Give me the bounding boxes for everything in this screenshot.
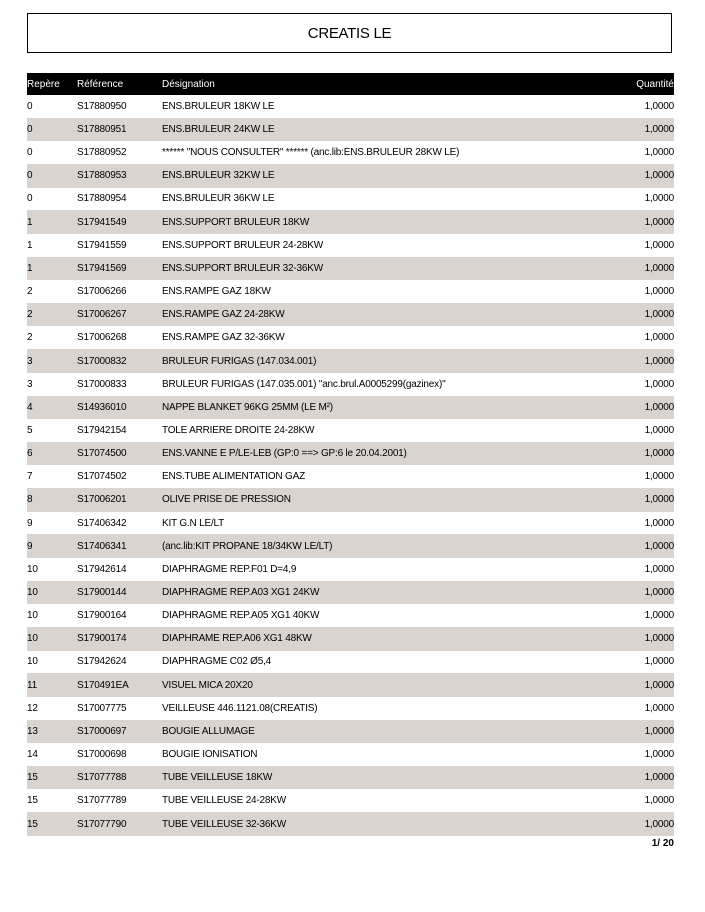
cell-quantite: 1,0000 [644, 679, 674, 691]
cell-reference: S17077789 [77, 795, 127, 807]
cell-designation: BOUGIE IONISATION [162, 749, 258, 761]
cell-designation: VEILLEUSE 446.1121.08(CREATIS) [162, 702, 318, 714]
cell-reference: S170491EA [77, 679, 129, 691]
cell-repere: 5 [27, 424, 33, 436]
cell-repere: 15 [27, 818, 38, 830]
cell-repere: 14 [27, 749, 38, 761]
cell-repere: 1 [27, 216, 33, 228]
cell-repere: 10 [27, 563, 38, 575]
cell-repere: 0 [27, 147, 33, 159]
cell-reference: S17880953 [77, 170, 127, 182]
table-row [27, 188, 674, 211]
cell-designation: ENS.RAMPE GAZ 24-28KW [162, 309, 285, 321]
table-row [27, 303, 674, 327]
cell-repere: 3 [27, 378, 33, 390]
header-quantite: Quantité [636, 78, 674, 90]
cell-repere: 10 [27, 610, 38, 622]
cell-designation: VISUEL MICA 20X20 [162, 679, 253, 691]
table-row [27, 141, 674, 164]
cell-quantite: 1,0000 [644, 378, 674, 390]
cell-designation: TUBE VEILLEUSE 24-28KW [162, 795, 286, 807]
cell-designation: TOLE ARRIERE DROITE 24-28KW [162, 424, 315, 436]
cell-reference: S17007775 [77, 702, 127, 714]
cell-designation: OLIVE PRISE DE PRESSION [162, 494, 291, 506]
cell-designation: ENS.SUPPORT BRULEUR 18KW [162, 216, 310, 228]
document-title-box [27, 13, 672, 53]
cell-designation: DIAPHRAGME REP.F01 D=4,9 [162, 563, 297, 575]
cell-quantite: 1,0000 [644, 656, 674, 668]
cell-quantite: 1,0000 [644, 702, 674, 714]
cell-designation: ENS.TUBE ALIMENTATION GAZ [162, 471, 305, 483]
cell-reference: S17900144 [77, 587, 127, 599]
cell-quantite: 1,0000 [644, 193, 674, 205]
table-row [27, 488, 674, 512]
cell-repere: 12 [27, 702, 38, 714]
cell-designation: DIAPHRAGME REP.A03 XG1 24KW [162, 587, 320, 599]
cell-repere: 0 [27, 170, 33, 182]
cell-quantite: 1,0000 [644, 100, 674, 112]
cell-repere: 8 [27, 494, 33, 506]
cell-reference: S17000833 [77, 378, 127, 390]
table-row [27, 164, 674, 188]
table-row [27, 651, 674, 674]
cell-quantite: 1,0000 [644, 124, 674, 136]
header-reference: Référence [77, 78, 124, 90]
cell-reference: S17006266 [77, 286, 127, 298]
table-row [27, 326, 674, 349]
cell-repere: 13 [27, 725, 38, 737]
cell-designation: ENS.RAMPE GAZ 32-36KW [162, 332, 285, 344]
parts-table [27, 73, 674, 836]
cell-repere: 2 [27, 286, 33, 298]
cell-quantite: 1,0000 [644, 239, 674, 251]
cell-reference: S17880950 [77, 100, 127, 112]
cell-repere: 9 [27, 517, 33, 529]
cell-reference: S17900164 [77, 610, 127, 622]
cell-designation: ENS.RAMPE GAZ 18KW [162, 286, 271, 298]
table-row [27, 604, 674, 627]
table-row [27, 442, 674, 466]
cell-quantite: 1,0000 [644, 424, 674, 436]
cell-repere: 3 [27, 355, 33, 367]
cell-repere: 15 [27, 795, 38, 807]
cell-reference: S17074500 [77, 448, 127, 460]
cell-repere: 0 [27, 100, 33, 112]
table-row [27, 419, 674, 442]
cell-repere: 7 [27, 471, 33, 483]
cell-quantite: 1,0000 [644, 772, 674, 784]
table-row [27, 673, 674, 697]
cell-designation: DIAPHRAGME C02 Ø5,4 [162, 656, 272, 668]
table-header [27, 73, 674, 95]
cell-designation: ENS.BRULEUR 32KW LE [162, 170, 275, 182]
cell-quantite: 1,0000 [644, 725, 674, 737]
cell-reference: S17880951 [77, 124, 127, 136]
table-row [27, 789, 674, 812]
table-row [27, 812, 674, 836]
cell-repere: 0 [27, 193, 33, 205]
cell-repere: 10 [27, 656, 38, 668]
cell-designation: BOUGIE ALLUMAGE [162, 725, 255, 737]
cell-designation: ****** "NOUS CONSULTER" ****** (anc.lib:ENS.BRULEUR 28KW LE) [162, 147, 460, 159]
cell-repere: 10 [27, 587, 38, 599]
table-row [27, 373, 674, 396]
cell-repere: 10 [27, 633, 38, 645]
cell-quantite: 1,0000 [644, 610, 674, 622]
cell-reference: S17077790 [77, 818, 127, 830]
table-row [27, 234, 674, 257]
cell-quantite: 1,0000 [644, 587, 674, 599]
cell-reference: S17941569 [77, 262, 127, 274]
cell-quantite: 1,0000 [644, 332, 674, 344]
cell-reference: S17880954 [77, 193, 127, 205]
cell-reference: S17942154 [77, 424, 127, 436]
cell-reference: S17000697 [77, 725, 127, 737]
cell-reference: S17942614 [77, 563, 127, 575]
cell-designation: TUBE VEILLEUSE 32-36KW [162, 818, 286, 830]
cell-quantite: 1,0000 [644, 147, 674, 159]
cell-reference: S17000698 [77, 749, 127, 761]
table-row [27, 720, 674, 744]
table-row [27, 697, 674, 720]
cell-reference: S17406342 [77, 517, 127, 529]
cell-repere: 15 [27, 772, 38, 784]
cell-quantite: 1,0000 [644, 494, 674, 506]
document-title: CREATIS LE [307, 24, 392, 42]
cell-quantite: 1,0000 [644, 471, 674, 483]
table-row [27, 118, 674, 142]
cell-quantite: 1,0000 [644, 401, 674, 413]
cell-designation: KIT G.N LE/LT [162, 517, 225, 529]
cell-quantite: 1,0000 [644, 795, 674, 807]
cell-reference: S17000832 [77, 355, 127, 367]
cell-designation: (anc.lib:KIT PROPANE 18/34KW LE/LT) [162, 540, 333, 552]
table-row [27, 465, 674, 488]
table-row [27, 396, 674, 420]
cell-quantite: 1,0000 [644, 563, 674, 575]
cell-quantite: 1,0000 [644, 448, 674, 460]
cell-quantite: 1,0000 [644, 517, 674, 529]
cell-repere: 4 [27, 401, 33, 413]
cell-quantite: 1,0000 [644, 633, 674, 645]
table-row [27, 257, 674, 281]
cell-reference: S17406341 [77, 540, 127, 552]
cell-quantite: 1,0000 [644, 216, 674, 228]
table-row [27, 558, 674, 581]
cell-repere: 0 [27, 124, 33, 136]
cell-reference: S17074502 [77, 471, 127, 483]
cell-quantite: 1,0000 [644, 355, 674, 367]
cell-reference: S17941549 [77, 216, 127, 228]
cell-repere: 9 [27, 540, 33, 552]
cell-quantite: 1,0000 [644, 749, 674, 761]
table-row [27, 210, 674, 234]
cell-repere: 11 [27, 679, 37, 691]
cell-designation: ENS.SUPPORT BRULEUR 24-28KW [162, 239, 323, 251]
cell-repere: 2 [27, 309, 33, 321]
cell-reference: S17900174 [77, 633, 127, 645]
cell-reference: S14936010 [77, 401, 127, 413]
table-row [27, 534, 674, 558]
cell-repere: 1 [27, 239, 33, 251]
table-row [27, 627, 674, 651]
table-row [27, 280, 674, 303]
cell-quantite: 1,0000 [644, 286, 674, 298]
cell-designation: ENS.BRULEUR 24KW LE [162, 124, 275, 136]
cell-quantite: 1,0000 [644, 309, 674, 321]
cell-designation: TUBE VEILLEUSE 18KW [162, 772, 273, 784]
cell-reference: S17942624 [77, 656, 127, 668]
table-row [27, 349, 674, 373]
cell-designation: DIAPHRAME REP.A06 XG1 48KW [162, 633, 312, 645]
table-row [27, 581, 674, 605]
cell-repere: 6 [27, 448, 33, 460]
cell-designation: DIAPHRAGME REP.A05 XG1 40KW [162, 610, 320, 622]
cell-designation: BRULEUR FURIGAS (147.035.001) "anc.brul.A0005299(gazinex)" [162, 378, 446, 390]
cell-reference: S17006201 [77, 494, 127, 506]
header-repere: Repère [27, 78, 60, 90]
table-row [27, 743, 674, 766]
cell-reference: S17077788 [77, 772, 127, 784]
cell-designation: ENS.BRULEUR 36KW LE [162, 193, 275, 205]
cell-quantite: 1,0000 [644, 818, 674, 830]
table-body [27, 95, 674, 836]
page-number: 1/ 20 [651, 838, 674, 849]
cell-quantite: 1,0000 [644, 170, 674, 182]
cell-repere: 2 [27, 332, 33, 344]
cell-reference: S17006267 [77, 309, 127, 321]
cell-designation: BRULEUR FURIGAS (147.034.001) [162, 355, 317, 367]
cell-repere: 1 [27, 262, 33, 274]
cell-designation: NAPPE BLANKET 96KG 25MM (LE M²) [162, 401, 333, 413]
cell-designation: ENS.BRULEUR 18KW LE [162, 100, 275, 112]
table-row [27, 95, 674, 118]
table-row [27, 766, 674, 790]
table-row [27, 512, 674, 535]
cell-quantite: 1,0000 [644, 262, 674, 274]
cell-designation: ENS.SUPPORT BRULEUR 32-36KW [162, 262, 323, 274]
cell-quantite: 1,0000 [644, 540, 674, 552]
cell-designation: ENS.VANNE E P/LE-LEB (GP:0 ==> GP:6 le 20.04.2001) [162, 448, 407, 460]
cell-reference: S17006268 [77, 332, 127, 344]
cell-reference: S17880952 [77, 147, 127, 159]
header-designation: Désignation [162, 78, 215, 90]
cell-reference: S17941559 [77, 239, 127, 251]
